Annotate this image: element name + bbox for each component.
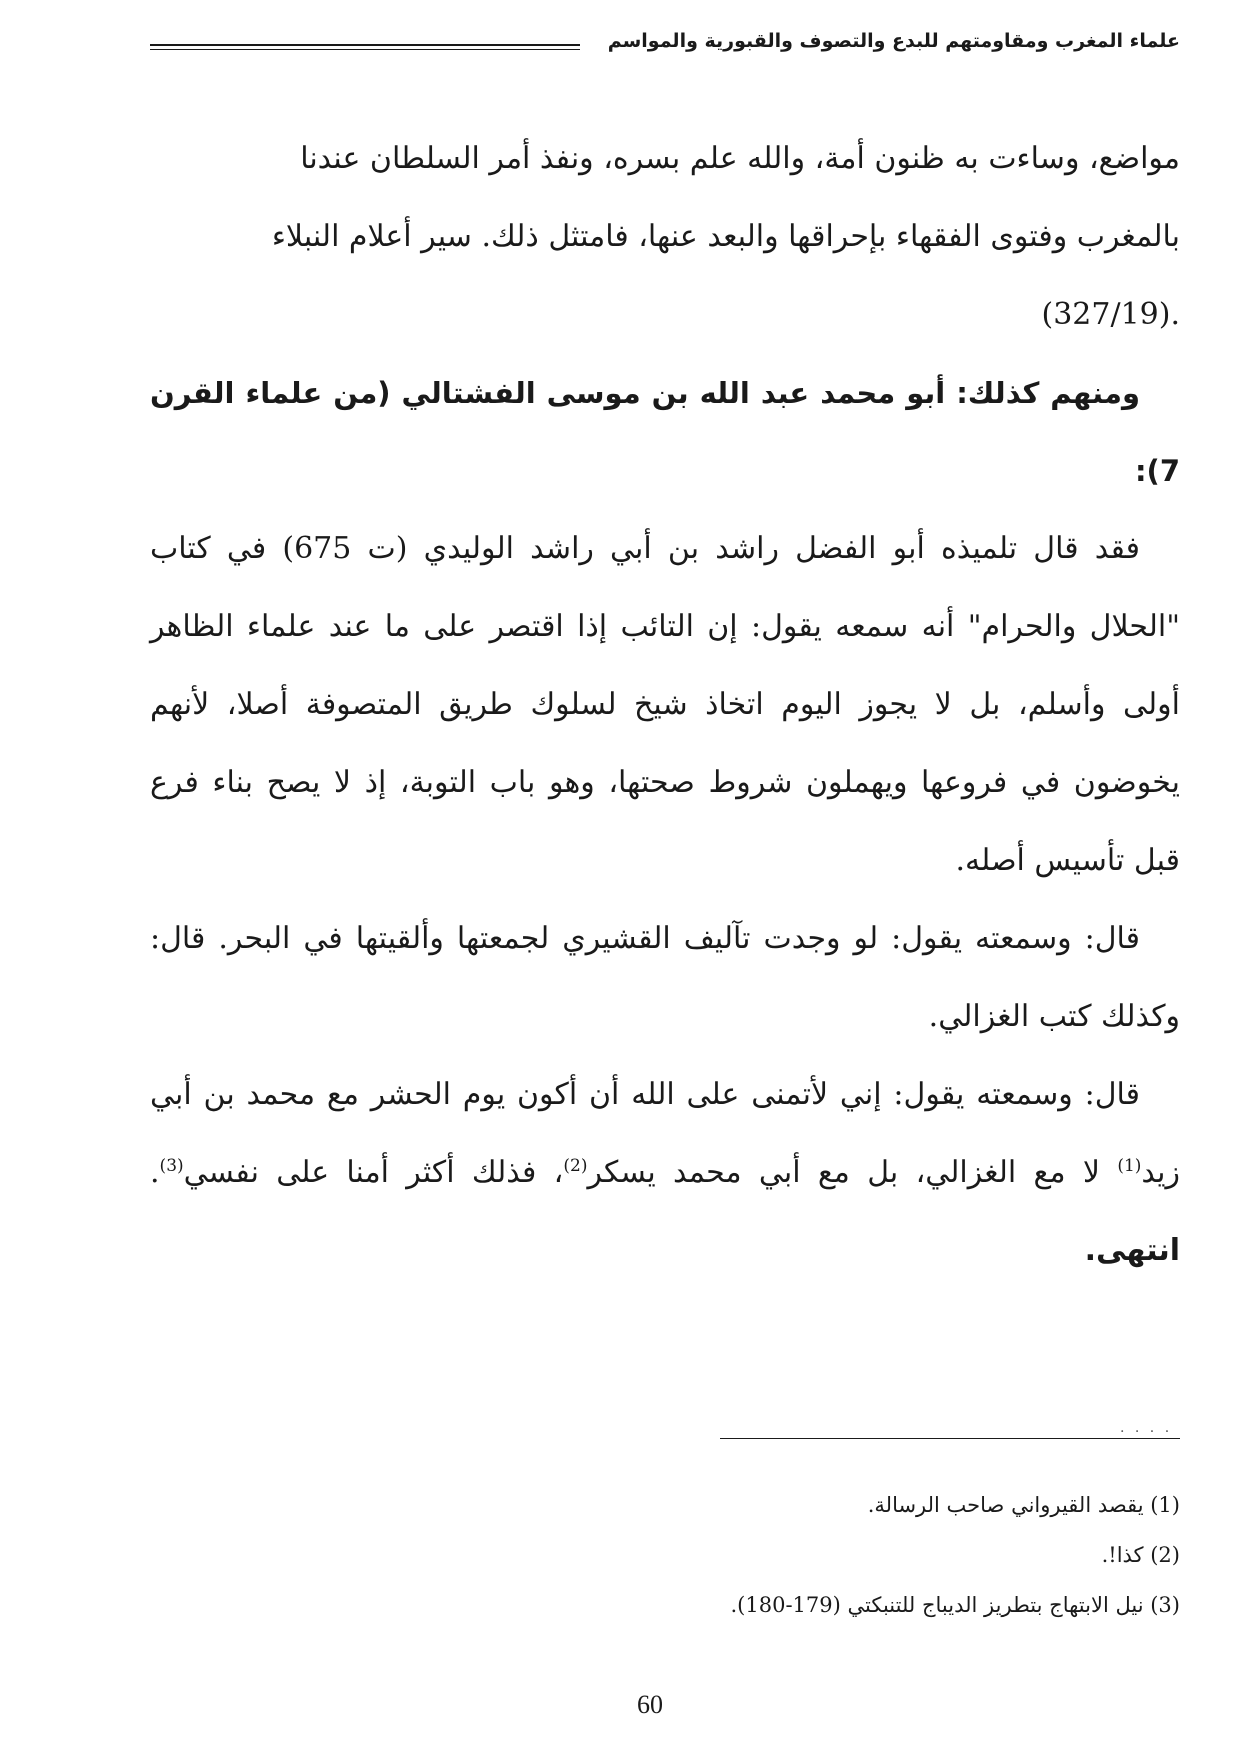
running-header [150,22,1180,62]
body-text [150,120,1180,1290]
footnote-3: (3) نيل الابتهاج بتطريز الديباج للتنبكتي (179-180). [730,1593,1180,1617]
footnote-rule [720,1438,1180,1439]
paragraph-1-reference: .(327/19) [1041,297,1180,332]
paragraph-2: فقد قال تلميذه أبو الفضل راشد بن أبي راشد الوليدي (ت 675) في كتاب "الحلال والحرام" أنه سمعه يقول: إن التائب إذا اقتصر على ما عند علماء الظاهر أولى وأسلم، بل لا يجوز اليوم اتخاذ شيخ لسلوك طريق المتصوفة أصلا، لأنهم يخوضون في فروعها ويهملون شروط صحتها، وهو باب التوبة، إذ لا يصح بناء فرع قبل تأسيس أصله. [150,531,1180,878]
paragraph-4-text-3: ، فذلك أكثر أمنا على نفسي [183,1155,564,1190]
footnote-1: (1) يقصد القيرواني صاحب الرسالة. [867,1493,1180,1517]
paragraph-4 [150,1056,1180,1290]
paragraph-4-text-2: لا مع الغزالي، بل مع أبي محمد يسكر [587,1155,1118,1190]
footnote-ref-2: (2) [563,1156,588,1176]
paragraph-4-text-1: قال: وسمعته يقول: إني لأتمنى على الله أن أكون يوم الحشر مع محمد بن أبي زيد [150,1077,1181,1190]
paragraph-4-end: انتهى. [1084,1233,1180,1268]
paragraph-3: قال: وسمعته يقول: لو وجدت تآليف القشيري لجمعتها وألقيتها في البحر. قال: وكذلك كتب الغزالي. [150,921,1180,1034]
header-rule [150,44,580,50]
footnote-2: (2) كذا!. [1101,1543,1180,1567]
paragraph-1-line-1: مواضع، وساءت به ظنون أمة، والله علم بسره، ونفذ أمر السلطان عندنا [300,141,1180,176]
footnote-ref-1: (1) [1117,1156,1142,1176]
footnotes [500,1480,1180,1630]
page-number: 60 [637,1690,663,1719]
running-title: علماء المغرب ومقاومتهم للبدع والتصوف والقبورية والمواسم [607,30,1180,52]
paragraph-4-text-4: . [150,1155,160,1190]
paragraph-1-line-2: بالمغرب وفتوى الفقهاء بإحراقها والبعد عنها، فامتثل ذلك. سير أعلام النبلاء [271,219,1180,254]
footnote-ref-3: (3) [159,1156,184,1176]
footnote-dots: . . . . [1120,1420,1173,1436]
section-heading: ومنهم كذلك: أبو محمد عبد الله بن موسى الفشتالي (من علماء القرن 7): [150,376,1180,488]
